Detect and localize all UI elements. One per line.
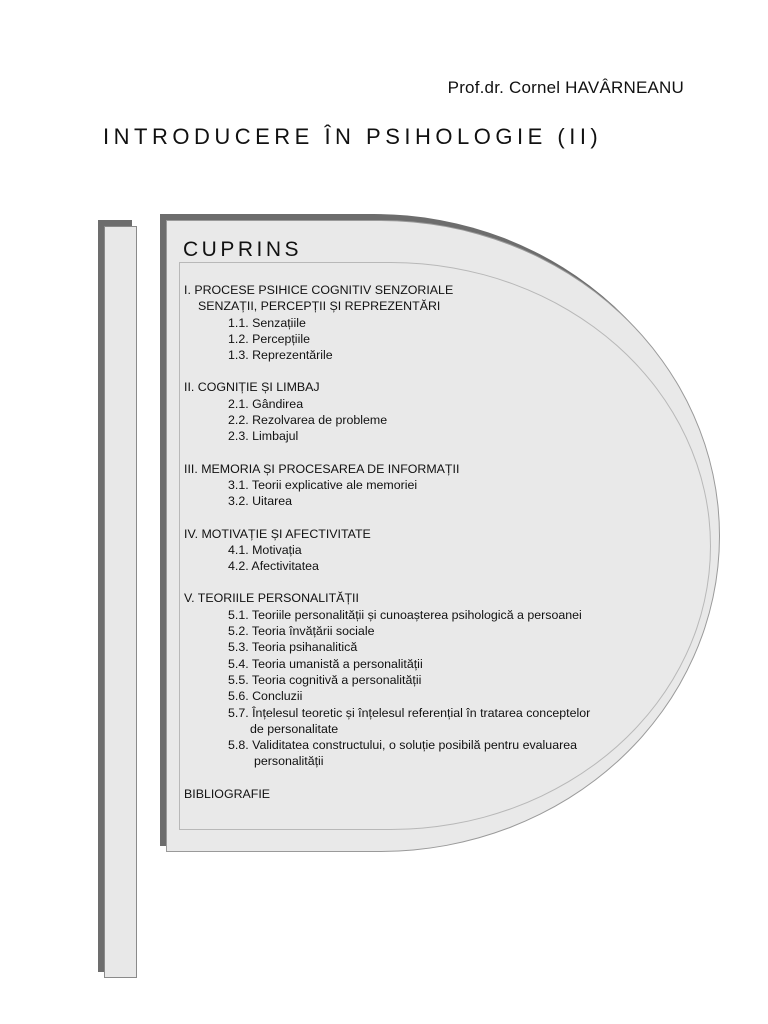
toc-section-title: III. MEMORIA ȘI PROCESAREA DE INFORMAȚII — [184, 461, 460, 476]
toc-item-continuation: personalității — [254, 754, 324, 769]
toc-item-continuation: de personalitate — [250, 721, 339, 736]
toc-section-3 — [184, 461, 604, 510]
toc-section-title: II. COGNIȚIE ȘI LIMBAJ — [184, 380, 320, 395]
page-title: INTRODUCERE ÎN PSIHOLOGIE (II) — [103, 124, 603, 149]
toc-item: 5.1. Teoriile personalității și cunoașterea psihologică a persoanei — [228, 607, 582, 622]
toc-section-1 — [184, 282, 604, 363]
toc-item: 5.8. Validitatea constructului, o soluție posibilă pentru evaluarea — [228, 738, 577, 753]
toc-item: 4.2. Afectivitatea — [228, 559, 319, 574]
toc-item: 4.1. Motivația — [228, 542, 302, 557]
toc-section-title: I. PROCESE PSIHICE COGNITIV SENZORIALE — [184, 283, 454, 297]
toc-bibliography: BIBLIOGRAFIE — [184, 786, 271, 801]
table-of-contents — [184, 282, 604, 802]
toc-item: 1.1. Senzațiile — [228, 315, 306, 330]
toc-item: 5.5. Teoria cognitivă a personalității — [228, 672, 422, 687]
toc-heading: CUPRINS — [183, 238, 303, 261]
toc-item: 3.2. Uitarea — [228, 494, 293, 509]
toc-item: 2.3. Limbajul — [228, 429, 299, 444]
toc-section-5 — [184, 590, 604, 769]
toc-section-title: V. TEORIILE PERSONALITĂȚII — [184, 591, 359, 606]
side-bar — [104, 226, 137, 978]
toc-section-4 — [184, 526, 604, 575]
toc-item: 2.1. Gândirea — [228, 396, 304, 411]
toc-item: 5.2. Teoria învățării sociale — [228, 624, 375, 639]
toc-item: 3.1. Teorii explicative ale memoriei — [228, 477, 418, 492]
toc-item: 1.2. Percepțiile — [228, 331, 310, 346]
toc-item: 1.3. Reprezentările — [228, 348, 333, 363]
toc-section-subtitle: SENZAȚII, PERCEPȚII ȘI REPREZENTĂRI — [198, 299, 441, 314]
toc-section-2 — [184, 379, 604, 444]
toc-item: 5.6. Concluzii — [228, 689, 303, 704]
toc-section-title: IV. MOTIVAȚIE ȘI AFECTIVITATE — [184, 526, 371, 541]
toc-item: 5.7. Înțelesul teoretic și înțelesul referențial în tratarea conceptelor — [228, 705, 591, 720]
toc-item: 2.2. Rezolvarea de probleme — [228, 413, 388, 428]
author-name: Prof.dr. Cornel HAVÂRNEANU — [447, 78, 684, 97]
toc-item: 5.4. Teoria umanistă a personalității — [228, 656, 423, 671]
toc-item: 5.3. Teoria psihanalitică — [228, 640, 358, 655]
